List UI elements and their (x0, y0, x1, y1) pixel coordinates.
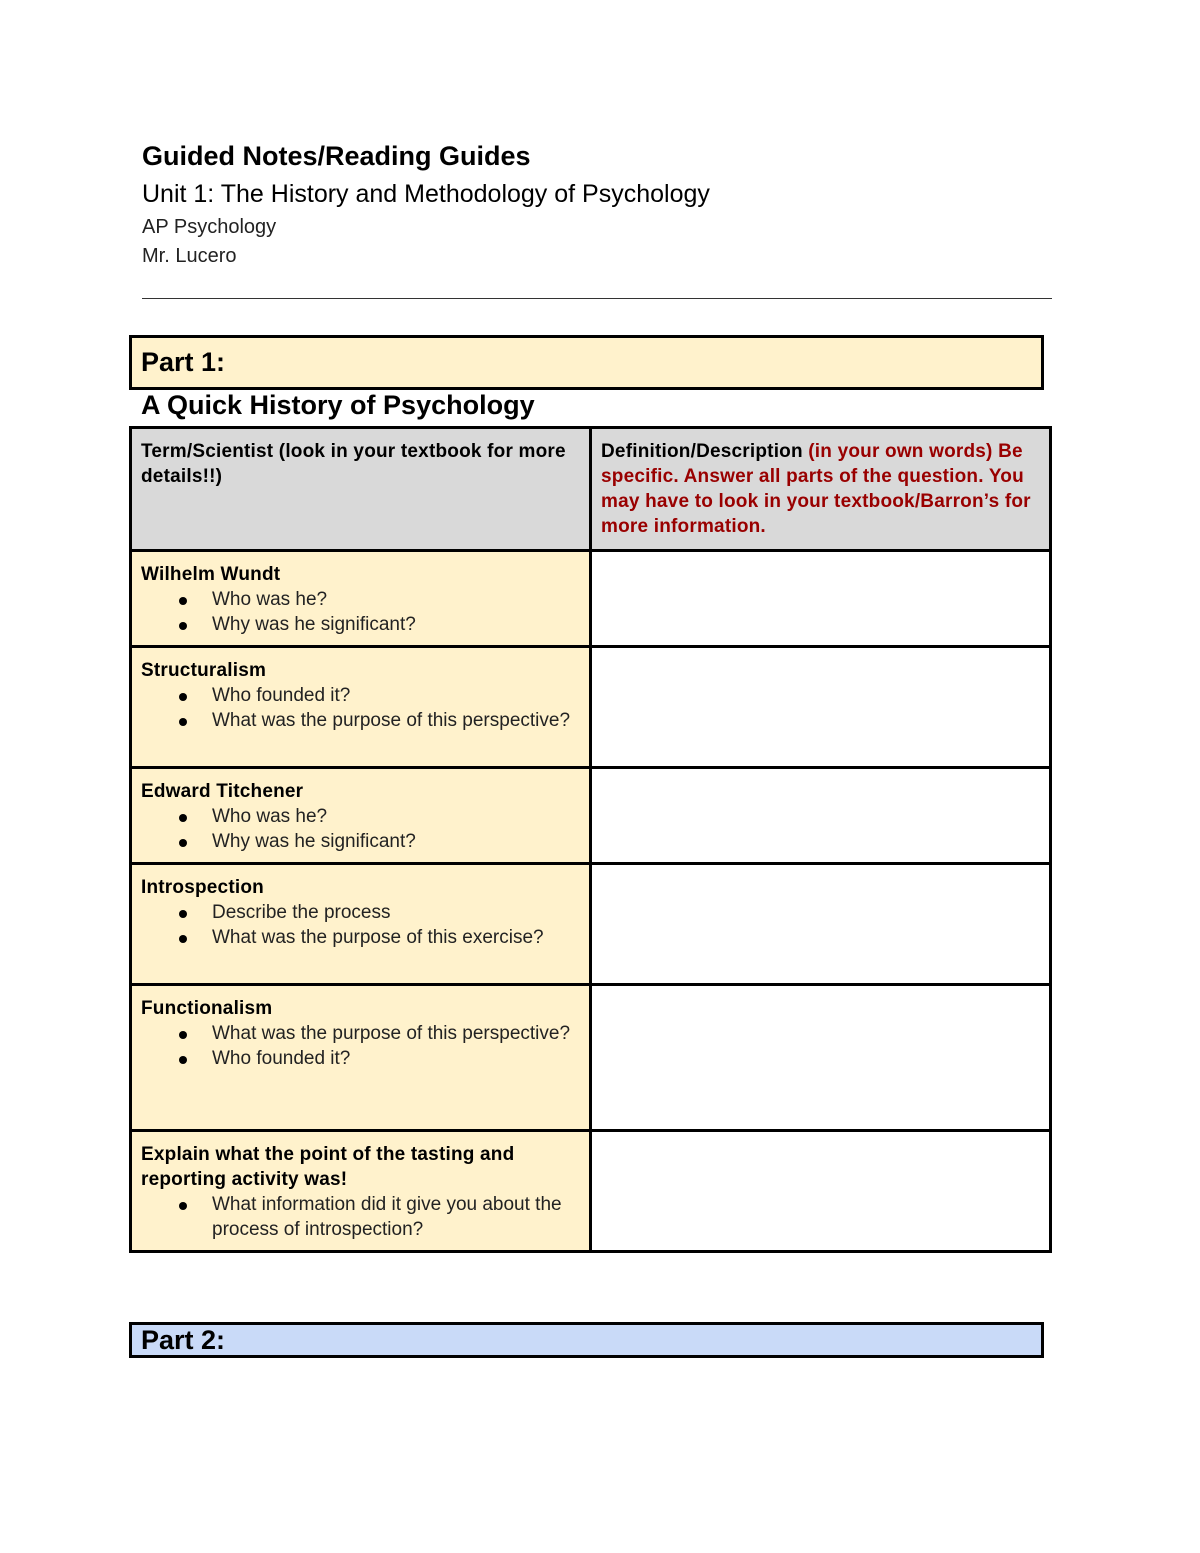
term-title: Wilhelm Wundt (141, 564, 281, 585)
definition-header-label: Definition/Description (601, 441, 803, 462)
part-1-label-box (129, 335, 1044, 390)
table-row (131, 864, 1051, 985)
answer-cell[interactable] (591, 551, 1051, 647)
question-item: Who founded it? (141, 1046, 580, 1071)
term-title: Introspection (141, 877, 264, 898)
course-name: AP Psychology (142, 216, 277, 238)
question-item: What was the purpose of this perspective? (141, 708, 580, 733)
definition-column-header (591, 428, 1051, 551)
question-item: Who was he? (141, 804, 580, 829)
table-row (131, 768, 1051, 864)
own-words-note: (in your own words) (808, 441, 993, 462)
question-item: Describe the process (141, 900, 580, 925)
part-2-label-box (129, 1322, 1044, 1358)
table-header-row (131, 428, 1051, 551)
question-item: Who founded it? (141, 683, 580, 708)
term-cell (131, 1131, 591, 1252)
teacher-name: Mr. Lucero (142, 245, 237, 267)
question-item: What was the purpose of this perspective? (141, 1021, 580, 1046)
question-list (141, 804, 580, 854)
instructions-note: Be specific. Answer all parts of the question. You may have to look in your textbook/Barron’s for more information. (601, 441, 1031, 537)
term-title: Explain what the point of the tasting and reporting activity was! (141, 1144, 515, 1190)
term-cell (131, 864, 591, 985)
term-cell (131, 985, 591, 1131)
guided-notes-table (129, 426, 1052, 1253)
question-list (141, 1192, 580, 1242)
table-row (131, 985, 1051, 1131)
horizontal-rule (142, 298, 1052, 299)
term-title: Functionalism (141, 998, 273, 1019)
table-row (131, 1131, 1051, 1252)
table-row (131, 551, 1051, 647)
answer-cell[interactable] (591, 1131, 1051, 1252)
question-item: Why was he significant? (141, 612, 580, 637)
answer-cell[interactable] (591, 864, 1051, 985)
question-item: What was the purpose of this exercise? (141, 925, 580, 950)
question-list (141, 900, 580, 950)
question-item: What information did it give you about the process of introspection? (141, 1192, 580, 1242)
question-list (141, 1021, 580, 1071)
unit-subtitle: Unit 1: The History and Methodology of Psychology (142, 180, 710, 208)
answer-cell[interactable] (591, 985, 1051, 1131)
term-column-header: Term/Scientist (look in your textbook for more details!!) (131, 428, 591, 551)
term-cell (131, 647, 591, 768)
part-1-label: Part 1: (141, 347, 226, 377)
answer-cell[interactable] (591, 768, 1051, 864)
term-title: Edward Titchener (141, 781, 304, 802)
part-1-heading: A Quick History of Psychology (141, 390, 535, 420)
term-title: Structuralism (141, 660, 267, 681)
question-list (141, 683, 580, 733)
part-2-label: Part 2: (141, 1324, 226, 1355)
term-cell (131, 768, 591, 864)
term-cell (131, 551, 591, 647)
table-row (131, 647, 1051, 768)
question-list (141, 587, 580, 637)
question-item: Why was he significant? (141, 829, 580, 854)
question-item: Who was he? (141, 587, 580, 612)
answer-cell[interactable] (591, 647, 1051, 768)
document-title: Guided Notes/Reading Guides (142, 141, 531, 171)
